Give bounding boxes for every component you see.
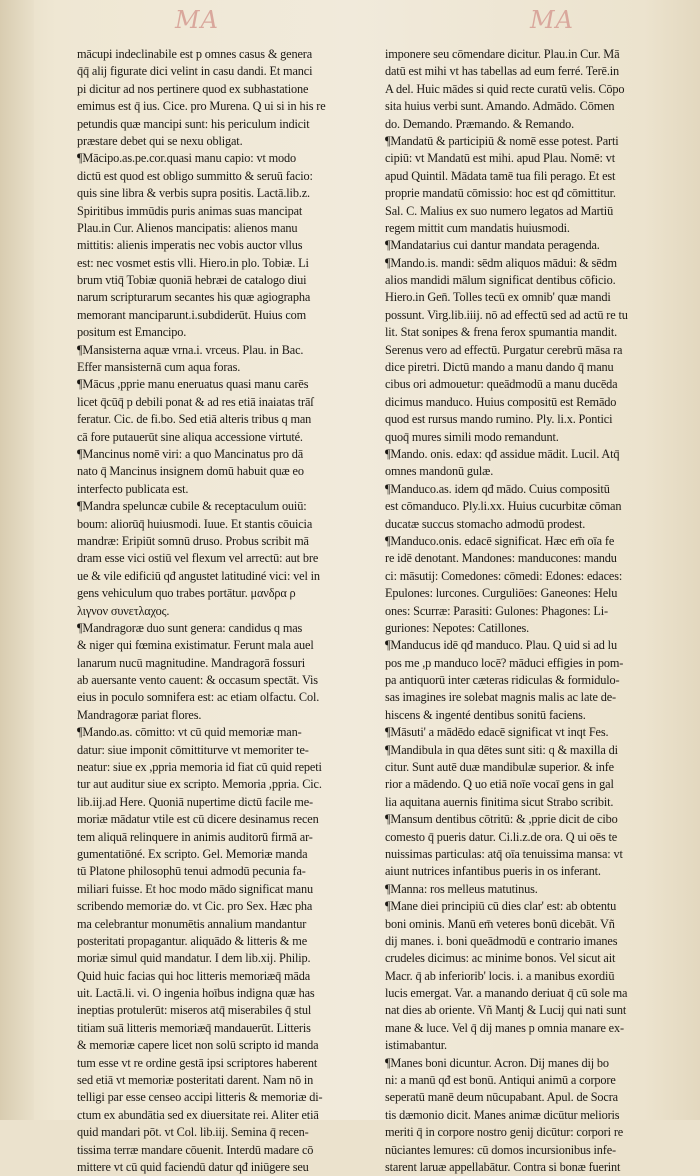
right-column-line: alios mandidi mālum significat dentibus cōficio. [385, 273, 616, 288]
right-column-line: do. Demando. Præmando. & Remando. [385, 116, 575, 131]
left-column-line: tissima terræ mandare cōuenit. Interdū madare cō [77, 1142, 314, 1157]
right-text-column [385, 46, 683, 1174]
left-column-line: gens vehiculum quo trabes portātur. μανδρα ρ [77, 586, 296, 601]
left-column-line: ctum ex abundātia sed ex diuersitate rei. Aliter etiā [77, 1107, 319, 1122]
left-column-line: ineptias protulerūt: miseros atq̄ miserabiles q̄ stul [77, 1003, 312, 1018]
right-column-line: proprie mandatū cōmissio: hoc est qđ cōmittitur. [385, 186, 616, 201]
left-column-line: interfecto publicata est. [77, 481, 189, 496]
left-column-line: positum est Emancipo. [77, 325, 187, 340]
right-column-line: est cōmanduco. Ply.li.xx. Huius cucurbitæ cōman [385, 499, 622, 514]
right-column-line: ¶Māsuti' a mādēdo edacē significat vt inqt Fes. [385, 725, 609, 740]
left-column-line: mandræ: Eripiūt somnū druso. Probus scribit mā [77, 533, 309, 548]
left-column-line: ¶Mancinus nomē viri: a quo Mancinatus pro dā [77, 446, 304, 461]
right-column-line: ¶Mando. onis. edax: qđ assidue mādit. Lucil. Atq̄ [385, 446, 620, 461]
right-column-line: nat dies ab oriente. Vñ Mantj & Lucij qui nati sunt [385, 1003, 627, 1018]
right-column-line: imponere seu cōmendare dicitur. Plau.in Cur. Mā [385, 47, 620, 61]
left-column-line: quis sine libra & verbis supra positis. Lactā.lib.z. [77, 186, 310, 201]
right-column-line: tis dæmonio dicit. Manes animæ dicūtur melioris [385, 1107, 620, 1122]
left-column-line: mācupi indeclinabile est p omnes casus & genera [77, 47, 313, 61]
left-column-line: ma celebrantur monumētis annalium mandantur [77, 916, 307, 931]
right-column-line: ¶Mane diei principiū cū dies clar' est: ab obtentu [385, 899, 617, 914]
left-column-line: brum vtiq̄ Tobiæ quoniā hebræi de catalogo diui [77, 273, 307, 288]
left-column-line: boum: aliorūq̄ huiusmodi. Iuue. Et stantis cōuicia [77, 516, 313, 531]
right-column-line: omnes mandonū gulæ. [385, 464, 494, 479]
left-column-line: mittitis: alienis imperatis nec vobis auctor vllus [77, 238, 303, 253]
left-column-line: petundis quæ mancipi sunt: his periculum indicit [77, 116, 310, 131]
left-column-line: Spiritibus immūdis puris animas suas mancipat [77, 203, 303, 218]
right-column-line: lit. Stat sonipes & frena ferox spumantia mandit. [385, 325, 618, 340]
right-column-line: quoq̄ mures simili modo remandunt. [385, 429, 559, 444]
right-column-line: quod est rursus mando rumino. Ply. li.x. Pontici [385, 412, 613, 427]
right-column-line: nuissimas particulas: atq̄ oīa tenuissima mansa: vt [385, 846, 623, 861]
right-column-line: nūciantes lemures: cū domos incursionibus infe- [385, 1142, 616, 1157]
left-column-line: ¶Mandragoræ duo sunt genera: candidus q mas [77, 620, 303, 635]
right-column-line: apud Quintil. Mādata tamē tua fili perago. Et est [385, 168, 616, 183]
right-column-line: seperatū manē deum nūcupabant. Apul. de Socra [385, 1090, 618, 1105]
right-headword: MA [530, 6, 574, 34]
right-column-line: possunt. Virg.lib.iiij. nō ad effectū sed ad actū re tu [385, 307, 628, 322]
right-column-line: pa antiquorū inter cæteras ridiculas & formidulo- [385, 673, 620, 688]
right-column-line: ¶Manes boni dicuntur. Acron. Dij manes dij bo [385, 1055, 609, 1070]
right-column-line: ¶Manna: ros melleus matutinus. [385, 881, 538, 896]
left-column-line: tur aut auditur siue ex scripto. Memoria ,ppria. Cic. [77, 777, 322, 792]
left-column-line: eius in poculo somnifera est: ac etiam olfactu. Col. [77, 690, 320, 705]
right-column-line: pos me ,p manduco locē? māduci effigies in pom- [385, 655, 624, 670]
left-column-line: q̄q̄ alij figurate dici velint in casu dandi. Et manci [77, 64, 313, 79]
right-column-line: starent laruæ appellabātur. Contra si bonæ fuerint [385, 1160, 621, 1174]
right-column-line: ¶Manduco.onis. edacē significat. Hæc em̄ oīa fe [385, 533, 615, 548]
right-column-line: A del. Huic mādes si quid recte curatū velis. Cōpo [385, 81, 625, 96]
right-column-line: cipiū: vt Mandatū est mihi. apud Plau. Nomē: vt [385, 151, 615, 166]
right-column-line: ¶Mansum dentibus cōtritū: & ,pprie dicit de cibo [385, 812, 618, 827]
right-column-line: ni: a manū qđ est bonū. Antiqui animū a corpore [385, 1073, 616, 1088]
right-column-line: mane & luce. Vel q̄ dij manes p omnia manare ex- [385, 1020, 624, 1035]
right-column-line: Serenus vero ad effectū. Purgatur cerebrū māsa ra [385, 342, 623, 357]
left-column-line: tū Platone philosophū tenui admodū pecunia fa- [77, 864, 306, 879]
left-column-line: feratur. Cic. de fi.bo. Sed etiā alteris tribus q man [77, 412, 312, 427]
left-column-line: licet q̄cūq̄ p debili ponat & ad res etiā inaiatas trāſ [77, 394, 314, 409]
left-column-line: scribendo memoriæ do. vt Cic. pro Sex. Hæc pha [77, 899, 313, 914]
left-column-line: dram esse vici ostiū vel flexum vel arrectū: aut bre [77, 551, 319, 566]
right-column-line: citur. Sunt autē duæ mandibulæ superior. & infe [385, 760, 614, 775]
left-column-line: Effer mansisternā cum aqua foras. [77, 360, 241, 375]
left-column-line: Mandragoræ pariat flores. [77, 707, 202, 722]
right-column-line: hiscens & ingenté dentibus sonitū faciens. [385, 707, 586, 722]
right-column-line: re idē denotant. Mandones: manducones: mandu [385, 551, 617, 566]
left-column-line: moriæ simul quid mandatur. I dem lib.xij. Philip. [77, 951, 311, 966]
right-column-line: ¶Mandatū & participiū & nomē esse potest. Parti [385, 133, 619, 148]
right-column-line: regem mittit cum mandatis huiusmodi. [385, 220, 570, 235]
left-column-line: nato q̄ Mancinus insignem domū habuit quæ eo [77, 464, 304, 479]
left-column-line: telligi par esse censeo accipi litteris & memoriæ di- [77, 1090, 323, 1105]
right-column-line: ci: māsutij: Comedones: cōmedi: Edones: edaces: [385, 568, 623, 583]
left-column-line: Plau.in Cur. Alienos mancipatis: alienos manu [77, 220, 298, 235]
left-column-line: Quid huic facias qui hoc litteris memoriæq̄ māda [77, 968, 311, 983]
left-column-line: ue & vile edificiū qđ angustet latitudiné vici: vel in [77, 568, 320, 583]
right-column-line: sita huius verbi sunt. Amando. Admādo. Cōmen [385, 99, 615, 114]
right-column-line: ducatæ succus stomacho admodū prodest. [385, 516, 586, 531]
left-column-line: dictū est quod est obligo summitto & seruū facio: [77, 168, 313, 183]
left-column-line: est: nec vosmet estis vlli. Hiero.in plo. Tobiæ. Li [77, 255, 309, 270]
left-column-line: memorant manciparunt.i.subdiderūt. Huius com [77, 307, 307, 322]
left-column-line: ¶Mācus ,pprie manu eneruatus quasi manu carēs [77, 377, 309, 392]
right-column-line: Macr. q̄ ab inferiorib' locis. i. a manibus exordiū [385, 968, 615, 983]
right-column-line: ¶Mando.is. mandi: sēdm aliquos mādui: & sēdm [385, 255, 617, 270]
left-column-line: & niger qui fœmina existimatur. Ferunt mala auel [77, 638, 314, 653]
right-column-line: istimabantur. [385, 1038, 447, 1053]
left-column-line: lib.iij.ad Here. Quoniā nupertime dictū facile me- [77, 794, 313, 809]
right-column-line: Sal. C. Malius ex suo numero legatos ad Martiū [385, 203, 614, 218]
right-column-line: Epulones: lurcones. Curguliōes: Ganeones: Helu [385, 586, 618, 601]
right-column-line: ¶Manduco.as. idem qđ mādo. Cuius compositū [385, 481, 610, 496]
right-column-line: aiunt nutrices infantibus pueris in os inferant. [385, 864, 601, 879]
left-column-line: pi dicitur ad nos pertinere quod ex subhastatione [77, 81, 309, 96]
right-column-line: cibus ori admouetur: queādmodū a manu ducēda [385, 377, 618, 392]
left-column-line: miliari fuisse. Et hoc modo mādo significat manu [77, 881, 313, 896]
left-column-line: neatur: siue ex ,ppria memoria id fiat cū quid repeti [77, 760, 322, 775]
left-column-line: posteritati propagantur. aliquādo & litteris & me [77, 933, 307, 948]
left-column-line: præstare debet qui se nexu obligat. [77, 133, 243, 148]
right-column-line: dice piretri. Dictū mando a manu dando q̄ manu [385, 360, 614, 375]
right-column-line: meriti q̄ in corpore nostro genij dicūtur: corpori re [385, 1125, 624, 1140]
left-column-line: ¶Mansisterna aquæ vrna.i. vrceus. Plau. in Bac. [77, 342, 304, 357]
left-column-line: narum scripturarum secantes his quæ agiographa [77, 290, 311, 305]
left-column-line: datur: siue imponit cōmittiturve vt memoriter te- [77, 742, 309, 757]
left-column-line: tem aliquā relinquere in animis auditorū firmā ar- [77, 829, 313, 844]
left-headword: MA [175, 6, 219, 34]
right-column-line: comesto q̄ pueris datur. Ci.li.z.de ora. Q ui oēs te [385, 829, 618, 844]
left-column-line: ab auersante vento cauent: & occasum spectāt. Vis [77, 673, 318, 688]
page-gutter-shadow [0, 0, 34, 1120]
left-column-line: uit. Lactā.li. vi. O ingenia hoībus indigna quæ has [77, 986, 315, 1001]
right-column-line: ¶Mandibula in qua dētes sunt siti: q & maxilla di [385, 742, 618, 757]
left-column-line: titiam suā litteris memoriæq̄ mandauerūt. Litteris [77, 1020, 311, 1035]
right-column-line: boni ominis. Manū em̄ veteres bonū dicebāt. Vñ [385, 916, 615, 931]
right-column-line: crudeles dicimus: ac minime bonos. Vel sicut ait [385, 951, 616, 966]
right-column-line: rior a mādendo. Q uo etiā noīe vocaī gens in gal [385, 777, 614, 792]
left-column-line: λιγνον συνετλαχος. [77, 603, 170, 618]
right-column-line: ¶Mandatarius cui dantur mandata peragenda. [385, 238, 600, 253]
left-column-line: quid mandari pōt. vt Col. lib.iij. Semina q̄ recen- [77, 1125, 309, 1140]
left-column-line: ¶Mando.as. cōmitto: vt cū quid memoriæ man- [77, 725, 302, 740]
left-column-line: lanarum nucū magnitudine. Mandragorā fossuri [77, 655, 306, 670]
right-column-line: dij manes. i. boni queādmodū e contrario imanes [385, 933, 618, 948]
left-text-column [77, 46, 379, 1174]
left-column-line: ¶Mandra speluncæ cubile & receptaculum ouiū: [77, 499, 307, 514]
left-column-line: tum esse vt re ordine gestā ipsi scriptores haberent [77, 1055, 318, 1070]
right-column-line: ones: Scurræ: Parasiti: Gulones: Phagones: Li- [385, 603, 608, 618]
right-column-line: dicimus manduco. Huius compositū est Remādo [385, 394, 617, 409]
right-column-line: lia aquitana auernis finitima sicut Strabo scribit. [385, 794, 614, 809]
left-column-line: moriæ mādatur vtile est cū dicere desinamus recen [77, 812, 319, 827]
right-column-line: ¶Manducus idē qđ manduco. Plau. Q uid si ad lu [385, 638, 617, 653]
left-column-line: mittere vt cū quid faciendū datur qđ iniūgere seu [77, 1160, 309, 1174]
left-column-line: cā fore putauerūt sine aliqua accessione virtuté. [77, 429, 303, 444]
left-column-line: emimus est q̄ ius. Cice. pro Murena. Q ui si in his re [77, 99, 326, 114]
right-column-line: lucis emergat. Var. a manando deriuat q̄ cū sole ma [385, 986, 628, 1001]
right-column-line: guriones: Nepotes: Catillones. [385, 620, 530, 635]
right-column-line: Hiero.in Gen̄. Tolles tecū ex omnib' quæ mandi [385, 290, 611, 305]
left-column-line: ¶Mācipo.as.pe.cor.quasi manu capio: vt modo [77, 151, 297, 166]
right-column-line: datū est mihi vt has tabellas ad eum ferré. Terē.in [385, 64, 620, 79]
right-column-line: sas imagines ire solebat magnis malis ac late de- [385, 690, 616, 705]
left-column-line: & memoriæ capere licet non solū scripto id manda [77, 1038, 319, 1053]
left-column-line: sed etiā vt memoriæ posteritati darent. Nam nō in [77, 1073, 314, 1088]
left-column-line: gumentatiōné. Ex scripto. Gel. Memoriæ manda [77, 846, 308, 861]
